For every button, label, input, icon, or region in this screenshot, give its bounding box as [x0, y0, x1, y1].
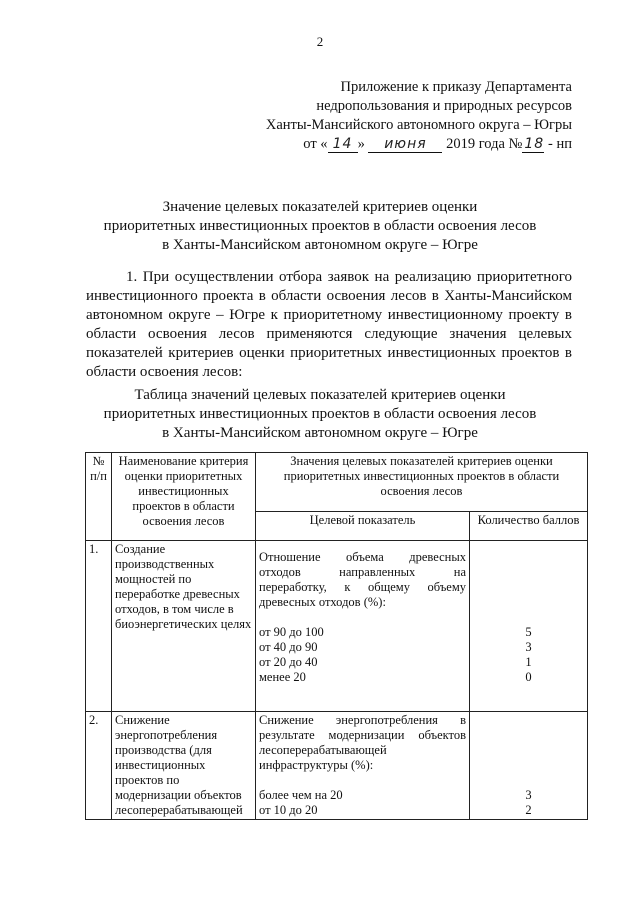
order-number: 18: [524, 136, 545, 152]
row-1-score: 3: [525, 640, 532, 654]
row-2-score: 3: [525, 788, 532, 802]
row-1-target: [256, 541, 470, 712]
page-number: 2: [316, 34, 324, 49]
date-prefix: от «: [303, 136, 328, 152]
criteria-table: [85, 452, 588, 820]
title-line-1: Значение целевых показателей критериев оценки: [162, 199, 478, 215]
row-1-points: [470, 541, 588, 712]
order-number-suffix: - нп: [548, 136, 572, 152]
appendix-block: [242, 78, 572, 154]
row-2-indicator: Снижение энергопотребления в результате модернизации объектов лесоперерабатывающей инфраструктуры (%):: [259, 713, 466, 772]
header-num: № п/п: [86, 453, 112, 541]
row-1-num: 1.: [86, 541, 112, 712]
body-paragraph-1: 1. При осуществлении отбора заявок на реализацию приоритетного инвестиционного проекта в области освоения лесов в Ханты-Мансийском автономном округе – Югре к приоритетному инвестиционному проекту в области освоения лесов применяются следующие значения целевых показателей критериев оценки приоритетных инвестиционных проектов в области освоения лесов:: [86, 269, 572, 380]
row-1-score: 5: [525, 625, 532, 639]
title-line-2: приоритетных инвестиционных проектов в области освоения лесов: [103, 218, 537, 234]
row-1-option: от 90 до 100: [259, 625, 324, 639]
appendix-date-line: [242, 135, 572, 154]
row-1-score: 0: [525, 670, 532, 684]
date-month: июня: [368, 137, 442, 153]
row-1-options: [259, 625, 466, 685]
row-1-criterion: Создание производственных мощностей по переработке древесных отходов, в том числе в биоэнергетических целях: [112, 541, 256, 712]
table-row: [86, 712, 588, 820]
table-header-row: [86, 453, 588, 512]
table-title-line-2: приоритетных инвестиционных проектов в области освоения лесов: [103, 406, 537, 422]
table-title-line-1: Таблица значений целевых показателей критериев оценки: [134, 387, 506, 403]
date-day: 14: [328, 137, 358, 153]
row-1-option: от 20 до 40: [259, 655, 318, 669]
row-2-target: [256, 712, 470, 820]
document-title: [60, 198, 580, 255]
row-2-score: 2: [525, 803, 532, 817]
table-title-line-3: в Ханты-Мансийском автономном округе – Югре: [162, 425, 478, 441]
title-line-3: в Ханты-Мансийском автономном округе – Югре: [162, 237, 478, 253]
header-target: Целевой показатель: [256, 512, 470, 541]
row-2-criterion: Снижение энергопотребления производства (для инвестиционных проектов по модернизации объектов лесоперерабатывающей: [112, 712, 256, 820]
appendix-line-1: Приложение к приказу Департамента: [340, 79, 572, 95]
row-1-indicator: Отношение объема древесных отходов направленных на переработку, к общему объему древесных отходов (%):: [259, 550, 466, 609]
row-2-options: [259, 788, 466, 818]
table-row: [86, 541, 588, 712]
row-1-option: от 40 до 90: [259, 640, 318, 654]
row-2-option: более чем на 20: [259, 788, 343, 802]
header-points: Количество баллов: [470, 512, 588, 541]
date-year: 2019 года №: [446, 136, 523, 152]
header-values-group: Значения целевых показателей критериев оценки приоритетных инвестиционных проектов в области освоения лесов: [256, 453, 588, 512]
header-criterion-name: Наименование критерия оценки приоритетных инвестиционных проектов в области освоения лесов: [112, 453, 256, 541]
appendix-line-3: Ханты-Мансийского автономного округа – Югры: [265, 117, 572, 133]
row-2-points: [470, 712, 588, 820]
row-2-option: от 10 до 20: [259, 803, 318, 817]
row-1-score: 1: [525, 655, 532, 669]
date-mid: »: [357, 136, 365, 152]
row-1-option: менее 20: [259, 670, 306, 684]
appendix-line-2: недропользования и природных ресурсов: [316, 98, 572, 114]
row-2-num: 2.: [86, 712, 112, 820]
table-title: [60, 386, 580, 443]
